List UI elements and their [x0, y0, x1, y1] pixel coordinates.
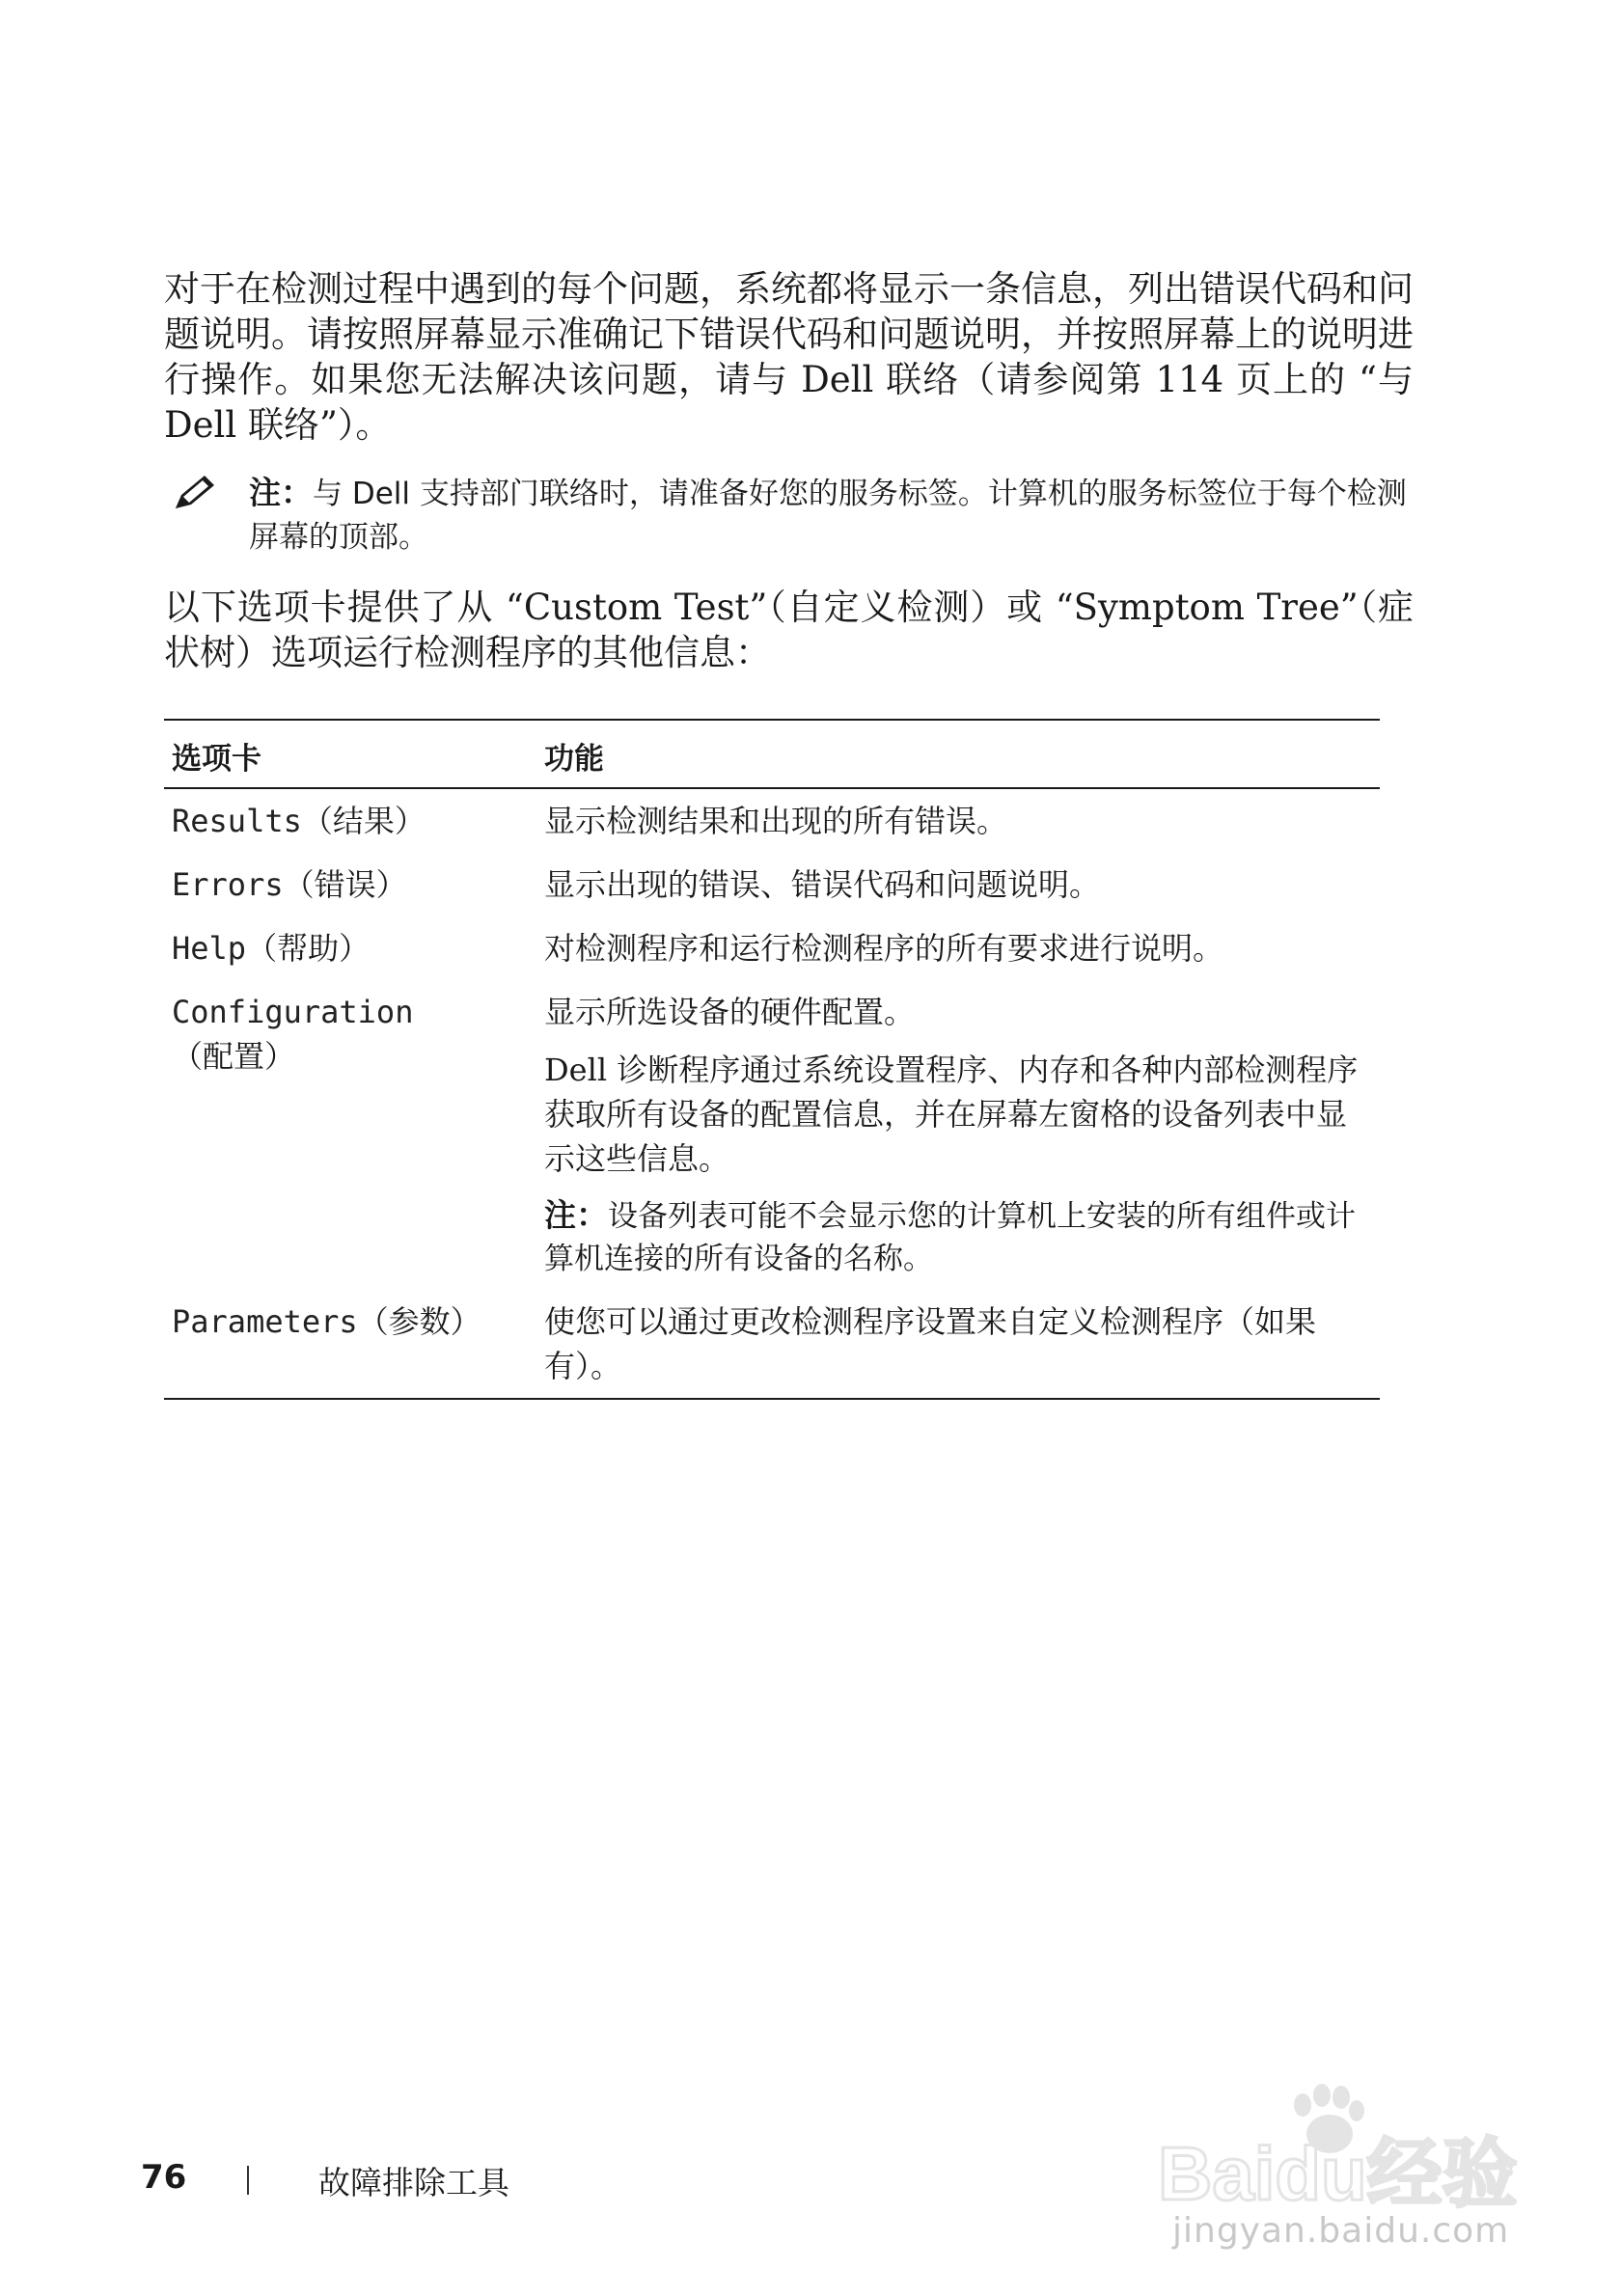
function-note-text: 设备列表可能不会显示您的计算机上安装的所有组件或计算机连接的所有设备的名称。: [544, 1199, 1356, 1276]
note-text: 与 Dell 支持部门联络时，请准备好您的服务标签。计算机的服务标签位于每个检测屏幕的顶部。: [249, 477, 1407, 555]
function-cell: [536, 980, 1380, 1290]
table-row: [164, 916, 1380, 980]
table-row: [164, 980, 1380, 1290]
tabs-table: [164, 719, 1380, 1400]
function-detail: Dell 诊断程序通过系统设置程序、内存和各种内部检测程序获取所有设备的配置信息，并在屏幕左窗格的设备列表中显示这些信息。: [544, 1052, 1359, 1177]
tab-name-cn: （帮助）: [246, 930, 371, 967]
footer-divider: [247, 2166, 249, 2195]
pencil-note-icon: [172, 474, 218, 512]
tab-cell: [164, 980, 536, 1290]
tab-cell: [164, 916, 536, 980]
function-cell: 显示出现的错误、错误代码和问题说明。: [544, 866, 1101, 903]
tab-name-cn: （错误）: [283, 866, 407, 903]
page-number: 76: [141, 2158, 187, 2197]
tab-name: Parameters: [172, 1303, 358, 1340]
watermark-logo-text: Baidu经验: [1158, 2131, 1518, 2216]
table-row: [164, 1290, 1380, 1399]
function-cell: 显示检测结果和出现的所有错误。: [544, 803, 1008, 839]
tab-name-cn: （配置）: [172, 1038, 296, 1075]
note-label: 注：: [249, 474, 313, 511]
tab-name: Results: [172, 803, 302, 839]
tab-cell: [164, 853, 536, 916]
tab-name: Configuration: [172, 994, 414, 1030]
tab-name: Help: [172, 930, 247, 967]
function-note: [544, 1194, 1372, 1280]
table-row: [164, 853, 1380, 916]
table-header-row: [164, 720, 1380, 788]
tab-name-cn: （结果）: [301, 803, 426, 839]
function-cell: 使您可以通过更改检测程序设置来自定义检测程序（如果有）。: [544, 1303, 1317, 1384]
tab-name: Errors: [172, 866, 284, 903]
lead-paragraph: 以下选项卡提供了从 “Custom Test”（自定义检测）或 “Symptom Tree”（症状树）选项运行检测程序的其他信息：: [164, 587, 1414, 673]
tab-cell: [164, 788, 536, 853]
watermark-url: jingyan.baidu.com: [1172, 2211, 1510, 2251]
tab-name-cn: （参数）: [357, 1303, 481, 1340]
table-row: [164, 788, 1380, 853]
chapter-title: 故障排除工具: [318, 2164, 509, 2201]
service-tag-note: [164, 471, 1428, 560]
intro-paragraph: 对于在检测过程中遇到的每个问题，系统都将显示一条信息，列出错误代码和问题说明。请按照屏幕显示准确记下错误代码和问题说明，并按照屏幕上的说明进行操作。如果您无法解决该问题，请与 Dell 联络（请参阅第 114 页上的 “与 Dell 联络”）。: [164, 268, 1414, 446]
tab-cell: [164, 1290, 536, 1399]
function-note-label: 注：: [544, 1196, 608, 1234]
header-function: 功能: [536, 720, 1380, 788]
function-summary: 显示所选设备的硬件配置。: [544, 994, 916, 1030]
header-tab: 选项卡: [164, 720, 536, 788]
function-cell: 对检测程序和运行检测程序的所有要求进行说明。: [544, 930, 1224, 967]
